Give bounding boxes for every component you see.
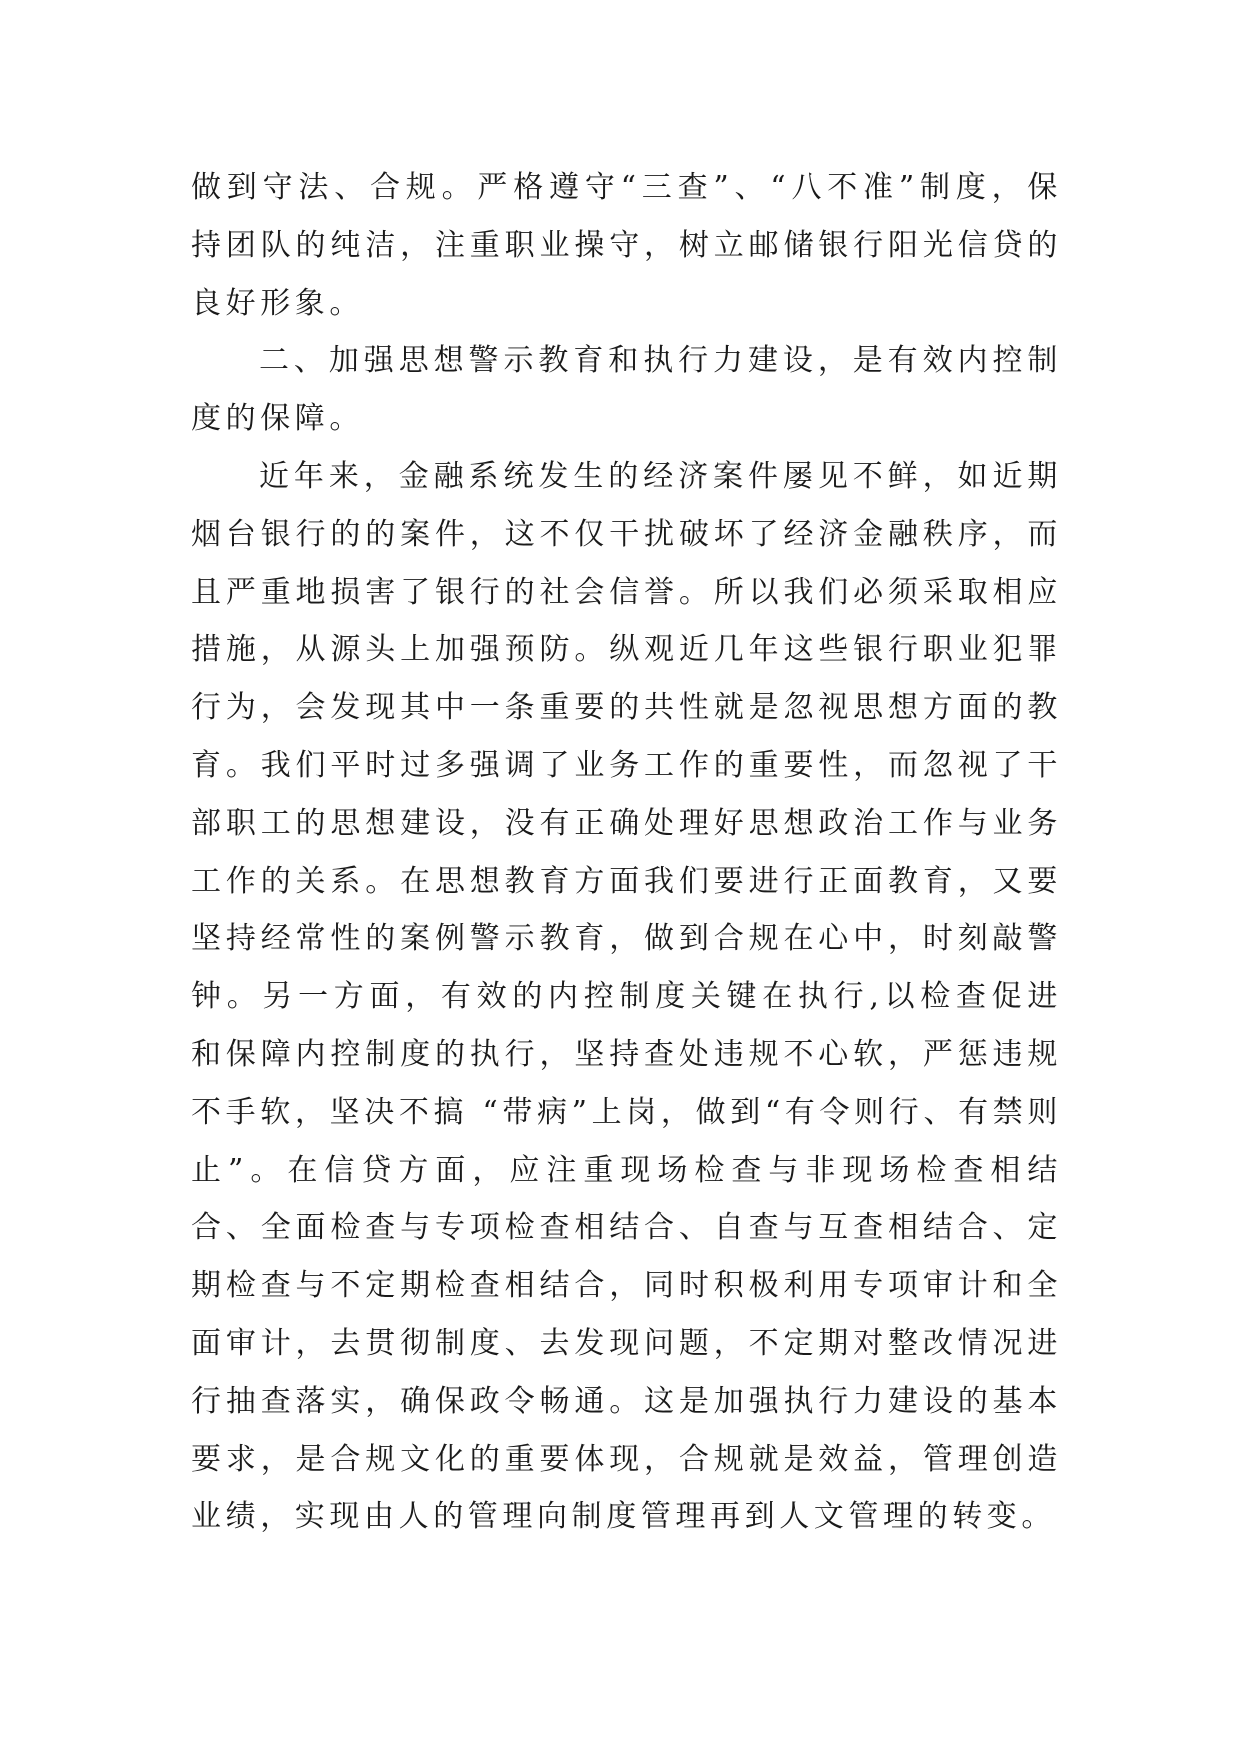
paragraph-continuation: 做到守法、合规。严格遵守“三查”、“八不准”制度，保持团队的纯洁，注重职业操守，树立邮储银行阳光信贷的良好形象。 — [191, 170, 1062, 321]
section-heading-paragraph: 二、加强思想警示教育和执行力建设，是有效内控制度的保障。 — [191, 343, 1062, 437]
document-body — [191, 159, 1062, 1546]
body-paragraph: 近年来，金融系统发生的经济案件屡见不鲜，如近期烟台银行的的案件，这不仅干扰破坏了经济金融秩序，而且严重地损害了银行的社会信誉。所以我们必须采取相应措施，从源头上加强预防。纵观近几年这些银行职业犯罪行为，会发现其中一条重要的共性就是忽视思想方面的教育。我们平时过多强调了业务工作的重要性，而忽视了干部职工的思想建设，没有正确处理好思想政治工作与业务工作的关系。在思想教育方面我们要进行正面教育，又要坚持经常性的案例警示教育，做到合规在心中，时刻敲警钟。另一方面，有效的内控制度关键在执行,以检查促进和保障内控制度的执行，坚持查处违规不心软，严惩违规不手软，坚决不搞 “带病”上岗，做到“有令则行、有禁则止”。在信贷方面，应注重现场检查与非现场检查相结合、全面检查与专项检查相结合、自查与互查相结合、定期检查与不定期检查相结合，同时积极利用专项审计和全面审计，去贯彻制度、去发现问题，不定期对整改情况进行抽查落实，确保政令畅通。这是加强执行力建设的基本要求，是合规文化的重要体现，合规就是效益，管理创造业绩，实现由人的管理向制度管理再到人文管理的转变。 — [191, 458, 1062, 1535]
